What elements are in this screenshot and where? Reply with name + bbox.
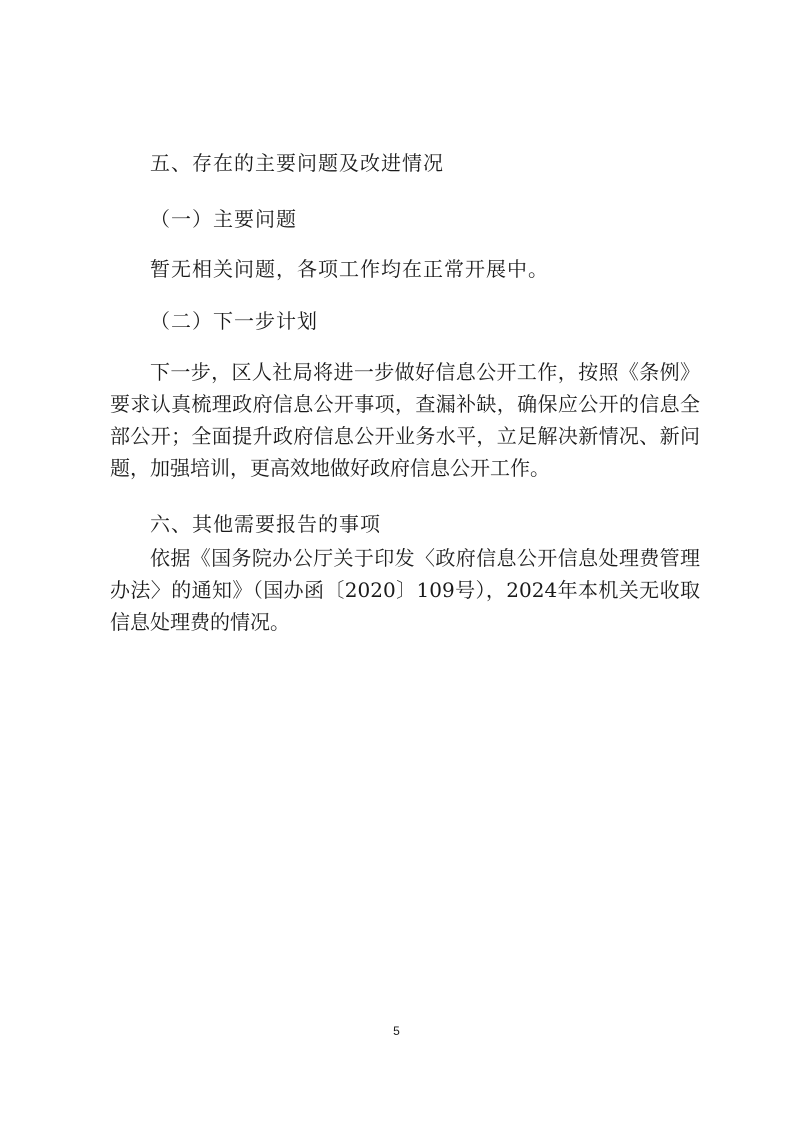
subsection-2-body-block [110,356,700,484]
section-6-heading: 六、其他需要报告的事项 [150,512,381,536]
page-number: 5 [393,1024,400,1038]
subsection-2-body: 下一步，区人社局将进一步做好信息公开工作，按照《条例》要求认真梳理政府信息公开事项，查漏补缺，确保应公开的信息全部公开；全面提升政府信息公开业务水平，立足解决新情况、新问题，加强培训，更高效地做好政府信息公开工作。 [110,360,700,480]
subsection-1-body: 暂无相关问题，各项工作均在正常开展中。 [150,257,549,281]
subsection-2-heading: （二）下一步计划 [150,309,318,333]
subsection-1-heading: （一）主要问题 [150,207,297,231]
section-6-body-block [110,542,700,638]
section-6-body: 依据《国务院办公厅关于印发〈政府信息公开信息处理费管理办法〉的通知》（国办函〔2020〕109号），2024年本机关无收取信息处理费的情况。 [110,546,700,634]
section-5-heading: 五、存在的主要问题及改进情况 [150,151,444,175]
